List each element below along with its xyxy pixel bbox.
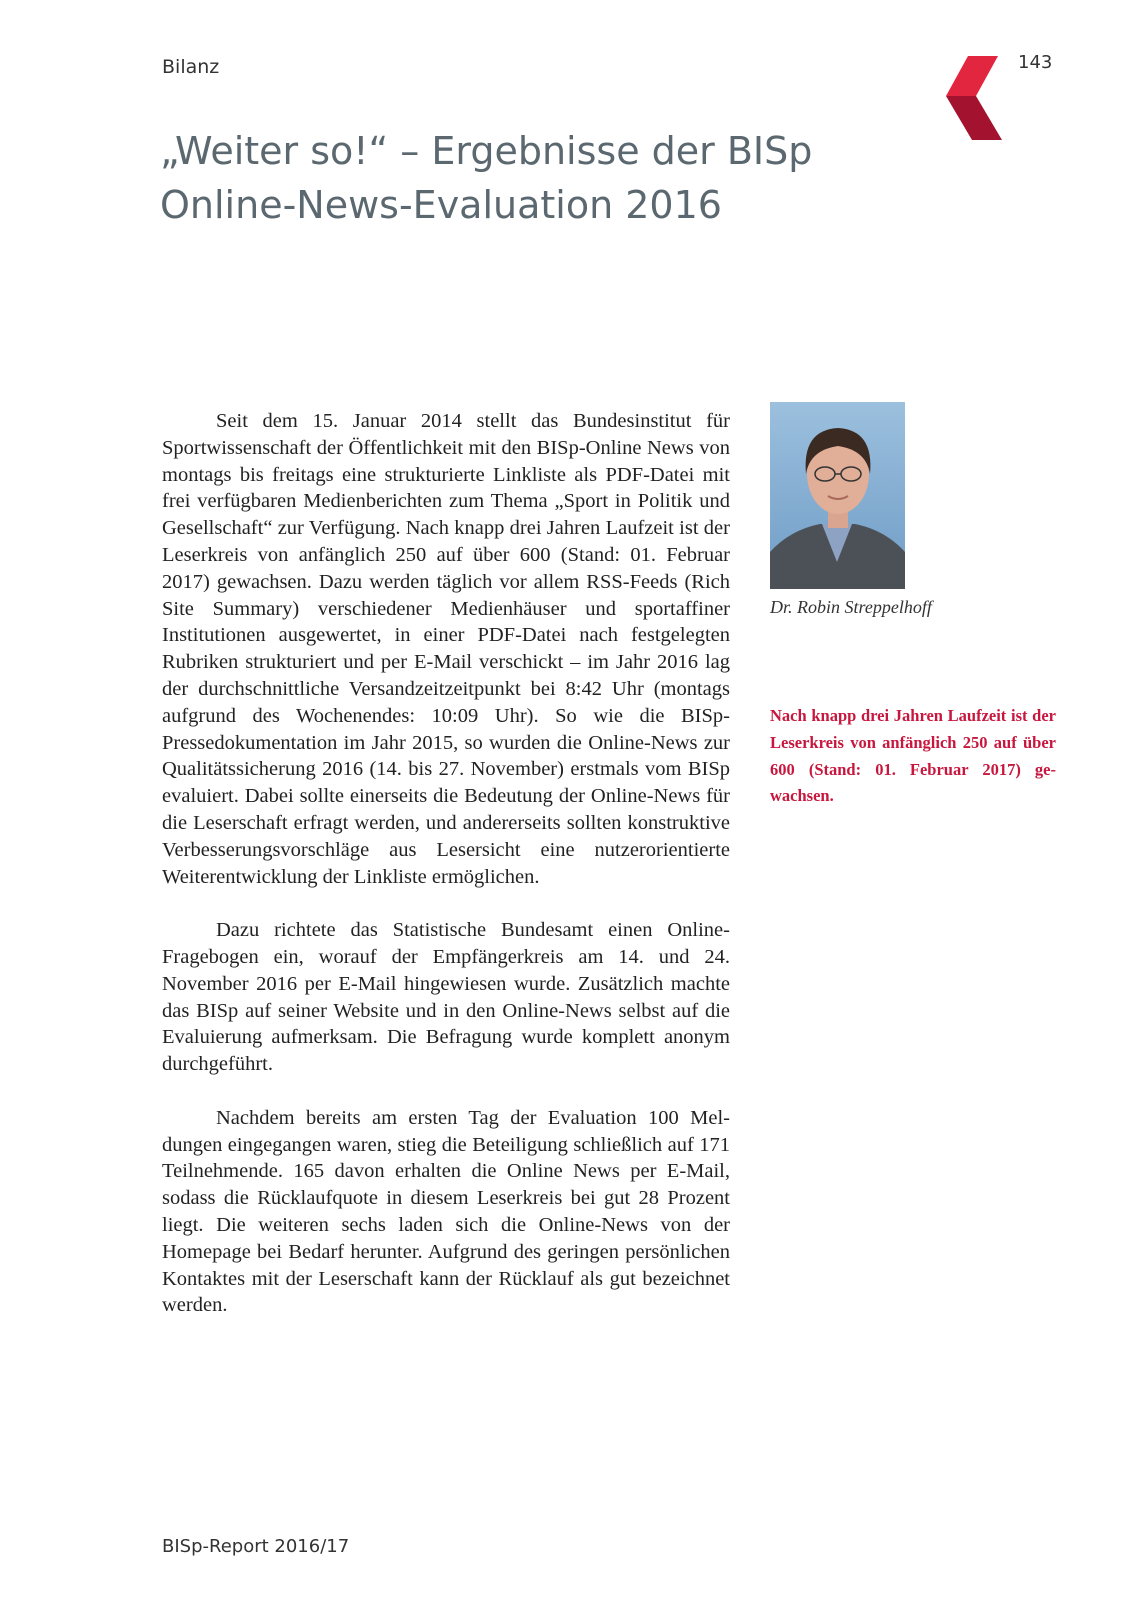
paragraph: Seit dem 15. Januar 2014 stellt das Bundesinstitut für Sportwissenschaft der Öffentlichkeit mit den BISp-Online News von montags bis freitags eine strukturierte Linkliste als PDF-Datei mit frei verfügbaren Medienberichten zum Thema „Sport in Politik und Gesellschaft“ zur Verfügung. Nach knapp drei Jahren Laufzeit ist der Leserkreis von anfänglich 250 auf über 600 (Stand: 01. Februar 2017) gewachsen. Dazu werden täglich vor allem RSS-Feeds (Rich Site Summary) verschiedener Medienhäuser und sportaffiner Institutionen ausgewertet, in einer PDF-Datei nach festgelegten Rubriken strukturiert und per E-Mail verschickt – im Jahr 2016 lag der durchschnittliche Versandzeitzeitpunkt bei 8:42 Uhr (montags aufgrund des Wochenendes: 10:09 Uhr). So wie die BISp-Pressedokumentation im Jahr 2015, so wurden die Online-News zur Qualitätssicherung 2016 (14. bis 27. November) erstmals vom BISp evaluiert. Dabei sollte einerseits die Bedeutung der Online-News für die Leserschaft erfragt werden, und andererseits sollten konstruktive Verbesserungsvorschläge aus Lesersicht eine nutzerorientierte Weiterentwicklung der Linkliste ermöglichen. <box>162 410 730 888</box>
article-title: „Weiter so!“ – Ergebnisse der BISp Online-News-Evaluation 2016 <box>160 129 813 227</box>
paragraph: Dazu richtete das Statistische Bundesamt einen Online-Fragebogen ein, worauf der Empfängerkreis am 14. und 24. November 2016 per E-Mail hingewiesen wurde. Zusätzlich machte das BISp auf seiner Website und in den Online-News selbst auf die Evaluierung aufmerksam. Die Befragung wurde komplett anonym durchgeführt. <box>162 919 730 1076</box>
footer-publication: BISp-Report 2016/17 <box>162 1536 350 1557</box>
author-portrait <box>770 402 905 589</box>
running-head: Bilanz <box>162 56 220 78</box>
bisp-logo-icon <box>946 56 1002 140</box>
paragraph: Nachdem bereits am ersten Tag der Evaluation 100 Meldungen eingegangen waren, stieg die Beteiligung schließlich auf 171 Teilnehmende. 165 davon erhalten die Online News per E-Mail, sodass die Rücklaufquote in diesem Leserkreis bei gut 28 Prozent liegt. Die weiteren sechs laden sich die Online-News von der Homepage bei Bedarf herunter. Aufgrund des geringen persönlichen Kontaktes mit der Leserschaft kann der Rücklauf als gut bezeichnet werden. <box>162 1106 730 1317</box>
portrait-caption: Dr. Robin Streppelhoff <box>770 597 932 617</box>
page-number: 143 <box>1018 52 1053 73</box>
article-body <box>162 408 730 1346</box>
pull-quote: Nach knapp drei Jahren Laufzeit ist der Leserkreis von anfänglich 250 auf über 600 (Stand: 01. Februar 2017) gewachsen. <box>770 706 1056 806</box>
